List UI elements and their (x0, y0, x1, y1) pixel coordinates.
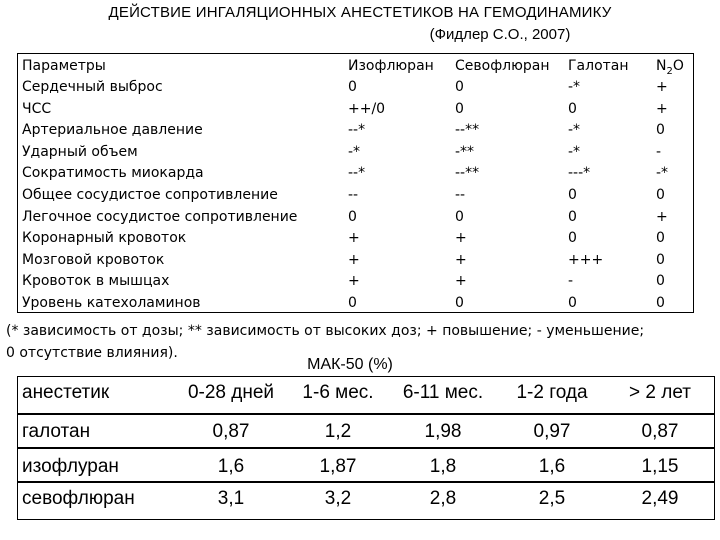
parameter-name: Легочное сосудистое сопротивление (22, 208, 298, 225)
parameter-name: Сердечный выброс (22, 79, 163, 95)
effect-value: + (455, 273, 467, 290)
mac-value: 1,87 (319, 456, 357, 477)
parameter-name: Ударный объем (22, 143, 138, 160)
effect-value: 0 (568, 100, 577, 117)
effect-value: +++ (568, 251, 604, 268)
effect-value: - (568, 273, 574, 290)
effect-value: --** (455, 122, 480, 139)
effect-value: 0 (568, 295, 577, 311)
effect-value: ---* (568, 165, 591, 182)
table-row (18, 77, 693, 98)
parameter-name: Артериальное давление (22, 122, 203, 139)
anesthetic-name: галотан (22, 421, 91, 442)
effect-value: + (348, 251, 360, 268)
effect-value: 0 (568, 208, 577, 225)
parameter-name: Сократимость миокарда (22, 165, 204, 182)
mac-value: 0,87 (641, 421, 679, 442)
header-nitrous-oxide: $N_2O$ (656, 58, 684, 77)
effect-value: -- (455, 187, 466, 203)
page-subtitle: (Фидлер С.О., 2007) (429, 26, 571, 43)
effect-value: ++/0 (348, 100, 386, 117)
table-row (18, 207, 693, 228)
effect-value: + (656, 100, 668, 117)
effect-value: 0 (455, 79, 464, 95)
parameter-name: Кровоток в мышцах (22, 273, 170, 290)
effect-value: 0 (348, 79, 357, 95)
mac-value: 1,15 (641, 456, 679, 477)
mac-header-cell: 1-2 года (516, 382, 588, 403)
mac-value: 3,1 (217, 488, 245, 509)
row-divider (18, 447, 714, 449)
mac-value: 1,2 (324, 421, 352, 442)
effect-value: -* (656, 165, 669, 182)
anesthetic-name: севофлюран (22, 488, 135, 509)
effect-value: --** (455, 165, 480, 182)
mac-header-cell: анестетик (22, 382, 110, 403)
effect-value: 0 (568, 230, 577, 247)
effect-value: + (348, 230, 360, 247)
parameter-name: Уровень катехоламинов (22, 295, 201, 311)
table-row (18, 142, 693, 163)
parameter-name: Мозговой кровоток (22, 251, 165, 268)
effect-value: -* (568, 143, 581, 160)
header-sevoflurane: Севофлюран (455, 58, 550, 74)
anesthetic-name: изофлуран (22, 456, 119, 477)
mac-header-cell: > 2 лет (629, 382, 691, 403)
table-row (18, 271, 693, 292)
table-row (18, 185, 693, 206)
effect-value: -** (455, 143, 475, 160)
effect-value: --* (348, 122, 366, 139)
mac-value: 1,6 (538, 456, 566, 477)
parameter-name: Коронарный кровоток (22, 230, 187, 247)
mac-table-title: МАК-50 (%) (307, 356, 393, 373)
effect-value: + (455, 230, 467, 247)
mac-value: 2,5 (538, 488, 566, 509)
table-row (18, 163, 693, 184)
mac-table (17, 376, 715, 520)
header-parameters: Параметры (22, 58, 106, 74)
mac-value: 1,8 (429, 456, 457, 477)
effect-value: + (656, 208, 668, 225)
mac-value: 2,8 (429, 488, 457, 509)
effect-value: 0 (656, 187, 665, 203)
mac-header-cell: 0-28 дней (187, 382, 275, 403)
effect-value: + (656, 79, 668, 95)
mac-header-cell: 6-11 мес. (402, 382, 484, 403)
mac-value: 1,6 (217, 456, 245, 477)
effect-value: -* (348, 143, 361, 160)
effect-value: 0 (455, 295, 464, 311)
effect-value: - (656, 143, 662, 160)
effect-value: -- (348, 187, 359, 203)
effects-table (17, 53, 694, 313)
mac-value: 1,98 (424, 421, 462, 442)
table-row (18, 99, 693, 120)
page-title: ДЕЙСТВИЕ ИНГАЛЯЦИОННЫХ АНЕСТЕТИКОВ НА ГЕМОДИНАМИКУ (108, 4, 612, 21)
effects-table-header-row (18, 56, 693, 77)
effect-value: 0 (348, 208, 357, 225)
effect-value: + (455, 251, 467, 268)
parameter-name: Общее сосудистое сопротивление (22, 187, 278, 203)
mac-value: 0,87 (212, 421, 250, 442)
header-isoflurane: Изофлюран (348, 58, 434, 74)
effect-value: 0 (656, 230, 665, 247)
table-row (18, 250, 693, 271)
effect-value: 0 (656, 122, 665, 139)
table-row (18, 120, 693, 141)
mac-value: 3,2 (324, 488, 352, 509)
mac-header-cell: 1-6 мес. (302, 382, 374, 403)
effect-value: 0 (656, 295, 665, 311)
mac-value: 0,97 (533, 421, 571, 442)
effect-value: 0 (348, 295, 357, 311)
effect-value: 0 (656, 251, 665, 268)
table-row (18, 228, 693, 249)
header-halothane: Галотан (568, 58, 629, 74)
effect-value: 0 (455, 208, 464, 225)
legend-line-1: (* зависимость от дозы; ** зависимость от высоких доз; + повышение; - уменьшение; (6, 323, 645, 339)
row-divider (18, 481, 714, 483)
mac-value: 2,49 (641, 488, 679, 509)
effect-value: --* (348, 165, 366, 182)
effect-value: + (348, 273, 360, 290)
table-row (18, 293, 693, 314)
effect-value: 0 (455, 100, 464, 117)
effect-value: 0 (568, 187, 577, 203)
effect-value: 0 (656, 273, 665, 290)
legend-line-2: 0 отсутствие влияния). (6, 345, 178, 361)
effect-value: -* (568, 122, 581, 139)
effect-value: -* (568, 79, 581, 95)
row-divider (18, 413, 714, 415)
parameter-name: ЧСС (22, 100, 52, 117)
